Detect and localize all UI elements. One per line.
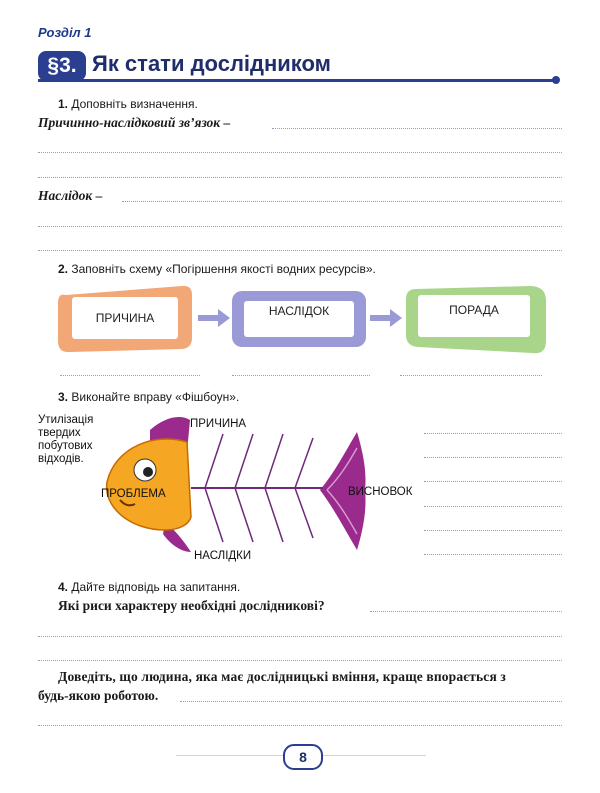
fishbone-topic: Утилізація твердих побутових відходів. (38, 414, 94, 465)
question-1: Які риси характеру необхідні дослідникові? (58, 598, 325, 613)
answer-line[interactable] (122, 201, 562, 202)
answer-line[interactable] (38, 177, 562, 178)
answer-line[interactable] (38, 152, 562, 153)
task3-instruction (58, 390, 239, 404)
answer-line[interactable] (424, 457, 562, 458)
task1-number: 1. (58, 97, 69, 111)
answer-line[interactable] (424, 433, 562, 434)
task2-text: Заповніть схему «Погіршення якості водних ресурсів». (71, 262, 376, 276)
arrow-icon (370, 309, 402, 327)
answer-line[interactable] (400, 375, 542, 376)
box-cause-label: ПРИЧИНА (95, 311, 155, 325)
answer-line[interactable] (424, 530, 562, 531)
task3-number: 3. (58, 390, 69, 404)
box-effect-label: НАСЛІДОК (268, 304, 330, 318)
paragraph-badge: §3. (38, 51, 86, 81)
answer-line[interactable] (272, 128, 562, 129)
fishbone-problem-label: ПРОБЛЕМА (101, 488, 166, 500)
answer-line[interactable] (424, 481, 562, 482)
box-advice-label: ПОРАДА (449, 303, 499, 317)
title-underline-dot (552, 76, 560, 84)
title-underline (38, 79, 556, 82)
answer-line[interactable] (60, 375, 200, 376)
page-title: Як стати дослідником (92, 51, 331, 76)
answer-line[interactable] (370, 611, 562, 612)
fishbone-cause-label: ПРИЧИНА (190, 418, 247, 430)
task2-instruction (58, 262, 376, 276)
question-2-line2: будь-якою роботою. (38, 688, 159, 703)
fishbone-conclusion-label: ВИСНОВОК (348, 486, 413, 498)
answer-line[interactable] (180, 701, 562, 702)
answer-line[interactable] (424, 506, 562, 507)
term-cause-effect: Причинно-наслідковий зв’язок – (38, 115, 231, 130)
task4-text: Дайте відповідь на запитання. (71, 580, 241, 594)
fish-head (107, 439, 191, 530)
arrow-icon (198, 309, 230, 327)
answer-line[interactable] (38, 725, 562, 726)
answer-line[interactable] (38, 250, 562, 251)
answer-line[interactable] (38, 636, 562, 637)
section-label: Розділ 1 (38, 25, 92, 40)
term-effect: Наслідок – (38, 188, 103, 203)
answer-line[interactable] (38, 660, 562, 661)
fishbone-effects-label: НАСЛІДКИ (194, 550, 252, 562)
task4-number: 4. (58, 580, 69, 594)
page-number: 8 (283, 744, 323, 770)
task4-instruction (58, 580, 240, 594)
answer-line[interactable] (424, 554, 562, 555)
task1-text: Доповніть визначення. (71, 97, 198, 111)
task3-text: Виконайте вправу «Фішбоун». (71, 390, 240, 404)
answer-line[interactable] (38, 226, 562, 227)
answer-line[interactable] (232, 375, 370, 376)
task1-instruction (58, 97, 198, 111)
task2-number: 2. (58, 262, 69, 276)
question-2-line1: Доведіть, що людина, яка має дослідницькі вміння, краще впорається з (58, 669, 506, 684)
